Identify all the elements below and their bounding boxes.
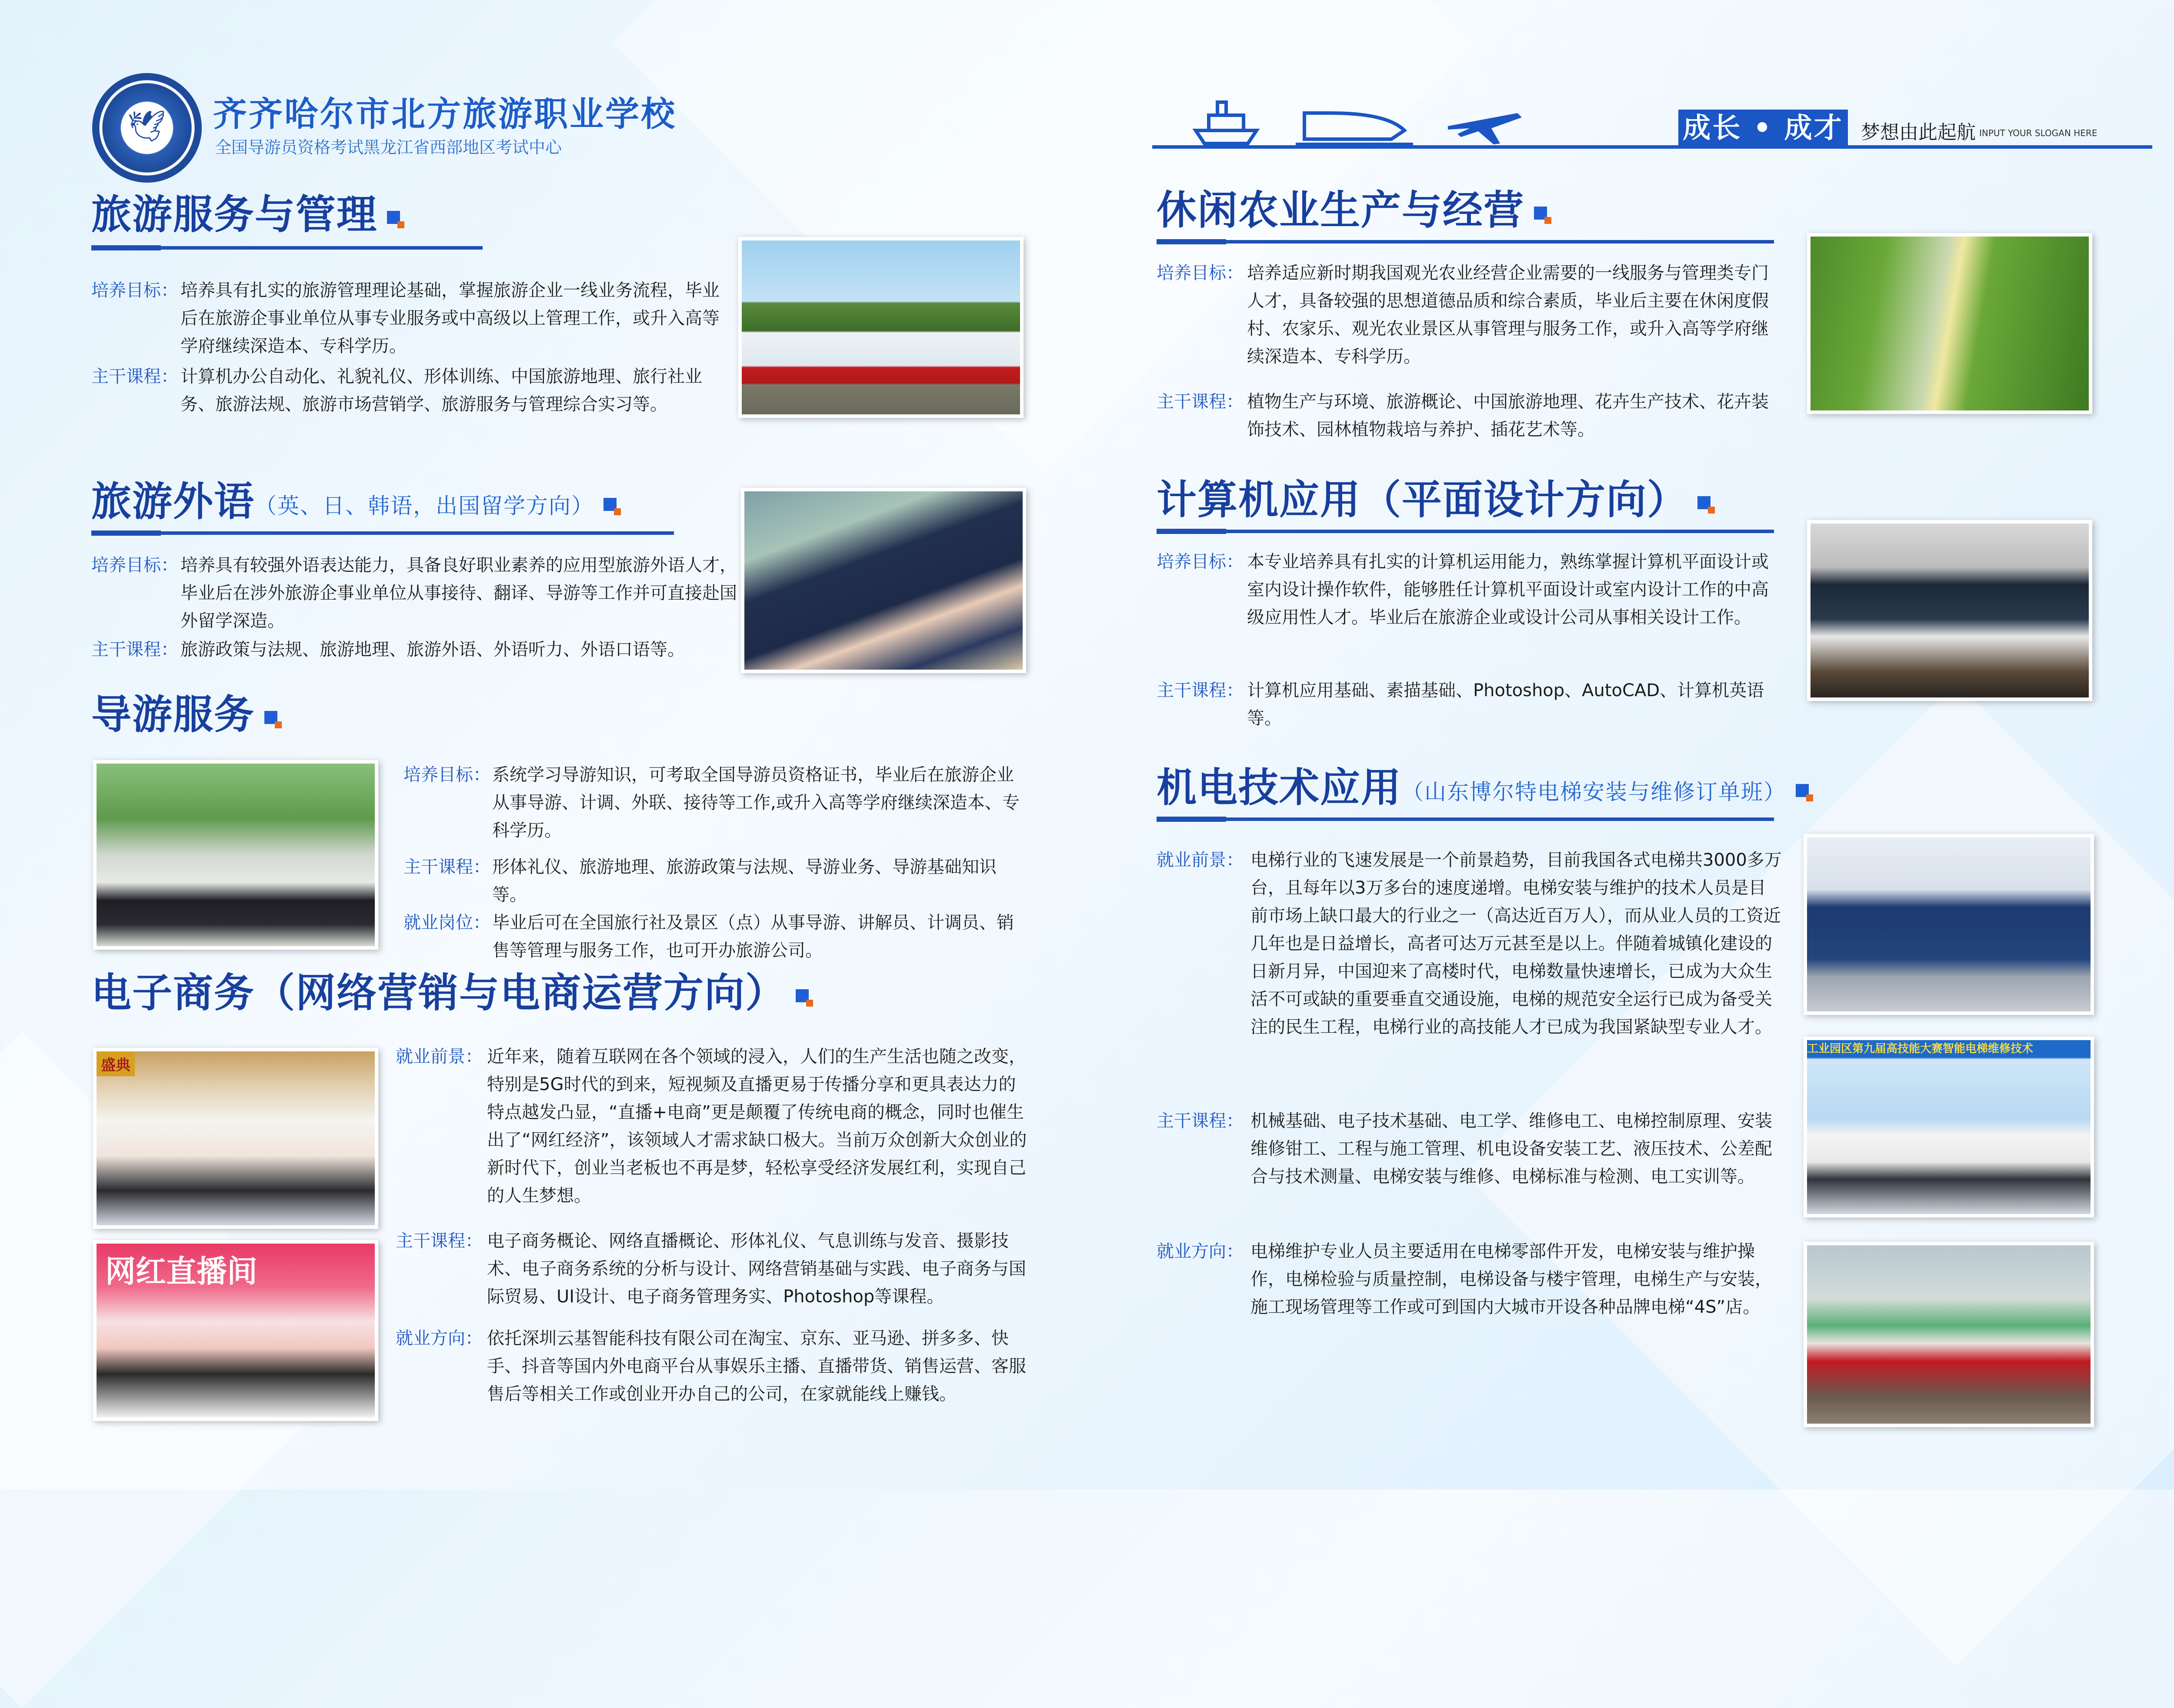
photo-skills-competition bbox=[1804, 1037, 2094, 1218]
school-name: 齐齐哈尔市北方旅游职业学校 bbox=[213, 94, 677, 134]
square-icon bbox=[1697, 496, 1711, 509]
mechatronics-courses: 机械基础、电子技术基础、电工学、维修电工、电梯控制原理、安装维修钳工、工程与施工管理、机电设备安装工艺、液压技术、公差配合与技术测量、电梯安装与维修、电梯标准与检测、电工实训等。 bbox=[1250, 1111, 1772, 1187]
photo-elevator-training bbox=[1804, 834, 2094, 1015]
section-title-computer bbox=[1157, 468, 1711, 525]
swan-icon: 🕊 bbox=[127, 108, 166, 144]
guide-goal: 系统学习导游知识，可考取全国导游员资格证书，毕业后在旅游企业从事导游、计调、外联、接待等工作,或升入高等学府继续深造本、专科学历。 bbox=[492, 765, 1020, 841]
ship-icon bbox=[1196, 102, 1257, 143]
title-underline bbox=[1157, 530, 1774, 533]
computer-courses: 计算机应用基础、素描基础、Photoshop、AutoCAD、计算机英语等。 bbox=[1247, 681, 1764, 728]
ecommerce-direction: 依托深圳云基智能科技有限公司在淘宝、京东、亚马逊、拼多多、快手、抖音等国内外电商平台从事娱乐主播、直播带货、销售运营、客服售后等相关工作或创业开办自己的公司，在家就能线上赚钱。 bbox=[487, 1328, 1026, 1404]
section-title-text: 计算机应用（平面设计方向） bbox=[1157, 477, 1688, 523]
section-subtitle: （英、日、韩语，出国留学方向） bbox=[255, 493, 594, 519]
section-title-agriculture bbox=[1157, 178, 1547, 236]
slogan-en: INPUT YOUR SLOGAN HERE bbox=[1979, 128, 2097, 138]
guide-job-post: 毕业后可在全国旅行社及景区（点）从事导游、讲解员、计调员、销售等管理与服务工作，也可开办旅游公司。 bbox=[492, 913, 1014, 961]
label-courses: 主干课程： bbox=[1157, 681, 1244, 701]
photo-banner-text: 工业园区第九届高技能大赛智能电梯维修技术 bbox=[1807, 1042, 2034, 1055]
label-courses: 主干课程： bbox=[403, 857, 490, 877]
ecommerce-prospect: 近年来，随着互联网在各个领域的浸入，人们的生产生活也随之改变，特别是5G时代的到来，短视频及直播更易于传播分享和更具表达力的特点越发凸显，“直播+电商”更是颠覆了传统电商的概念，同时也催生出了“网红经济”，该领域人才需求缺口极大。当前万众创新大众创业的新时代下，创业当老板也不再是梦，轻松享受经济发展红利，实现自己的人生梦想。 bbox=[487, 1047, 1027, 1206]
label-courses: 主干课程： bbox=[1157, 1111, 1244, 1131]
mechatronics-direction: 电梯维护专业人员主要适用在电梯零部件开发，电梯安装与维护操作，电梯检验与质量控制，电梯设备与楼宇管理，电梯生产与安装，施工现场管理等工作或可到国内大城市开设各种品牌电梯“4S”店。 bbox=[1250, 1241, 1772, 1317]
section-title-tourism-lang bbox=[91, 470, 617, 527]
label-goal: 培养目标： bbox=[1157, 552, 1244, 572]
photo-elevator-site bbox=[1804, 1242, 2094, 1427]
label-courses: 主干课程： bbox=[1157, 392, 1244, 412]
photo-computer-lab bbox=[1807, 520, 2092, 701]
label-goal: 培养目标： bbox=[91, 280, 178, 300]
slogan-text: 梦想由此起航 bbox=[1861, 121, 1976, 143]
label-direction: 就业方向： bbox=[396, 1328, 483, 1348]
tourism-lang-goal: 培养具有较强外语表达能力，具备良好职业素养的应用型旅游外语人才，毕业后在涉外旅游企事业单位从事接待、翻译、导游等工作并可直接赴国外留学深造。 bbox=[180, 555, 737, 631]
label-prospect: 就业前景： bbox=[1157, 850, 1244, 870]
photo-live-stream-1 bbox=[93, 1048, 378, 1229]
section-title-text: 电子商务（网络营销与电商运营方向） bbox=[91, 970, 787, 1016]
section-title-text: 旅游服务与管理 bbox=[91, 191, 378, 238]
tourism-lang-courses: 旅游政策与法规、旅游地理、旅游外语、外语听力、外语口语等。 bbox=[180, 640, 685, 660]
section-title-text: 旅游外语 bbox=[91, 478, 255, 525]
square-icon bbox=[796, 989, 809, 1002]
label-courses: 主干课程： bbox=[91, 367, 178, 387]
label-goal: 培养目标： bbox=[403, 765, 490, 785]
slogan-divider bbox=[1152, 145, 2152, 149]
photo-greenhouse bbox=[1807, 233, 2092, 414]
mechatronics-prospect: 电梯行业的飞速发展是一个前景趋势，目前我国各式电梯共3000多万台，且每年以3万多台的速度递增。电梯安装与维护的技术人员是目前市场上缺口最大的行业之一（高达近百万人），而从业人员的工资近几年也是日益增长，高者可达万元甚至是以上。伴随着城镇化建设的日新月异，中国迎来了高楼时代，电梯数量快速增长，已成为大众生活不可或缺的重要垂直交通设施，电梯的规范安全运行已成为备受关注的民生工程，电梯行业的高技能人才已成为我国紧缺型专业人才。 bbox=[1250, 850, 1782, 1037]
label-goal: 培养目标： bbox=[1157, 263, 1244, 283]
computer-goal: 本专业培养具有扎实的计算机运用能力，熟练掌握计算机平面设计或室内设计操作软件，能够胜任计算机平面设计或室内设计工作的中高级应用性人才。毕业后在旅游企业或设计公司从事相关设计工作。 bbox=[1247, 552, 1769, 627]
airplane-icon bbox=[1448, 113, 1522, 144]
tourism-mgmt-goal: 培养具有扎实的旅游管理理论基础，掌握旅游企业一线业务流程，毕业后在旅游企事业单位从事专业服务或中高级以上管理工作，或升入高等学府继续深造本、专科学历。 bbox=[180, 280, 720, 356]
guide-courses: 形体礼仪、旅游地理、旅游政策与法规、导游业务、导游基础知识等。 bbox=[492, 857, 997, 905]
label-job-post: 就业岗位： bbox=[403, 913, 490, 933]
label-courses: 主干课程： bbox=[396, 1231, 483, 1251]
square-icon bbox=[1796, 784, 1809, 797]
section-title-text: 休闲农业生产与经营 bbox=[1157, 187, 1525, 234]
square-icon bbox=[1534, 207, 1547, 220]
section-subtitle: （山东博尔特电梯安装与维修订单班） bbox=[1402, 779, 1787, 805]
photo-banner-text: 网红直播间 bbox=[105, 1254, 257, 1289]
section-title-mechatronics bbox=[1157, 756, 1809, 813]
photo-sign-text: 盛典 bbox=[97, 1051, 135, 1076]
square-icon bbox=[604, 498, 617, 511]
section-title-guide bbox=[91, 683, 277, 740]
photo-tour-guide bbox=[93, 760, 378, 950]
title-underline bbox=[1157, 817, 1774, 821]
photo-group-graduates bbox=[738, 237, 1024, 418]
transport-icons bbox=[1187, 96, 1526, 148]
tourism-mgmt-courses: 计算机办公自动化、礼貌礼仪、形体训练、中国旅游地理、旅行社业务、旅游法规、旅游市场营销学、旅游服务与管理综合实习等。 bbox=[180, 367, 702, 414]
agriculture-goal: 培养适应新时期我国观光农业经营企业需要的一线服务与管理类专门人才，具备较强的思想道德品质和综合素质，毕业后主要在休闲度假村、农家乐、观光农业景区从事管理与服务工作，或升入高等学府继续深造本、专科学历。 bbox=[1247, 263, 1769, 367]
title-underline bbox=[1157, 240, 1774, 244]
section-title-text: 导游服务 bbox=[91, 691, 255, 738]
label-goal: 培养目标： bbox=[91, 555, 178, 575]
title-underline bbox=[91, 531, 674, 535]
title-underline bbox=[91, 246, 483, 250]
section-title-text: 机电技术应用 bbox=[1157, 764, 1402, 811]
slogan-box: 成长 • 成才 bbox=[1678, 110, 1848, 147]
train-icon bbox=[1296, 113, 1413, 144]
photo-students-uniform bbox=[741, 488, 1026, 673]
agriculture-courses: 植物生产与环境、旅游概论、中国旅游地理、花卉生产技术、花卉装饰技术、园林植物栽培与养护、插花艺术等。 bbox=[1247, 392, 1769, 440]
label-prospect: 就业前景： bbox=[396, 1047, 483, 1067]
square-icon bbox=[387, 211, 400, 224]
ecommerce-courses: 电子商务概论、网络直播概论、形体礼仪、气息训练与发音、摄影技术、电子商务系统的分析与设计、网络营销基础与实践、电子商务与国际贸易、UI设计、电子商务管理务实、Photoshop等课程。 bbox=[487, 1231, 1026, 1307]
photo-live-stream-2 bbox=[93, 1240, 378, 1421]
section-title-ecommerce bbox=[91, 961, 809, 1018]
school-subtitle: 全国导游员资格考试黑龙江省西部地区考试中心 bbox=[215, 138, 562, 157]
label-courses: 主干课程： bbox=[91, 640, 178, 660]
section-title-tourism-mgmt bbox=[91, 183, 400, 240]
square-icon bbox=[264, 711, 277, 724]
label-direction: 就业方向： bbox=[1157, 1241, 1244, 1261]
